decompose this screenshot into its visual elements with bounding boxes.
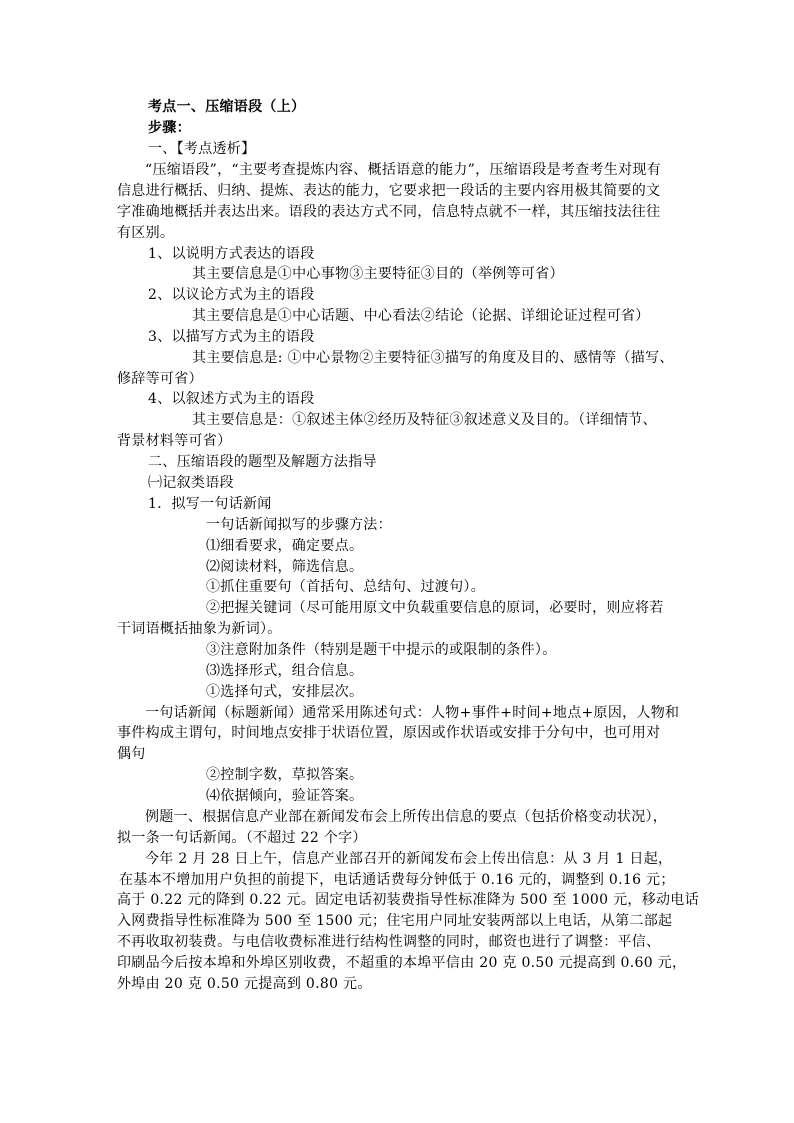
method-line: ②控制字数，草拟答案。 (206, 767, 364, 783)
list-item: 1、以说明方式表达的语段 (148, 246, 315, 262)
paragraph-line: 有区别。 (117, 225, 175, 241)
list-item: 4、以叙述方式为主的语段 (148, 391, 315, 407)
example-line: 在基本不增加用户负担的前提下，电话通话费每分钟低于 0.16 元的，调整到 0.16 元； (119, 872, 675, 888)
section-heading-1: 一、【考点透析】 (148, 141, 256, 157)
method-line: ①抓住重要句（首括句、总结句、过渡句）。 (206, 579, 485, 595)
paragraph-line: 一句话新闻（标题新闻）通常采用陈述句式：人物+事件+时间+地点+原因，人物和 (145, 705, 680, 721)
paragraph-line: 信息进行概括、归纳、提炼、表达的能力，它要求把一段话的主要内容用极其简要的文 (117, 183, 661, 199)
subsection-heading: 1．拟写一句话新闻 (148, 496, 272, 512)
method-line: 一句话新闻拟写的步骤方法： (206, 517, 392, 533)
page-title: 考点一、压缩语段（上） (148, 99, 306, 115)
example-line: 拟一条一句话新闻。（不超过 22 个字） (117, 830, 367, 846)
method-line: ⑴细看要求，确定要点。 (206, 538, 364, 554)
subsection-heading: ㈠记叙类语段 (148, 475, 234, 491)
list-item-detail: 其主要信息是: ①中心景物②主要特征③描写的角度及目的、感情等（描写、 (192, 350, 674, 366)
section-heading-2: 二、压缩语段的题型及解题方法指导 (148, 454, 377, 470)
example-line: 例题一、根据信息产业部在新闻发布会上所传出信息的要点（包括价格变动状况）， (145, 809, 668, 825)
method-line: ①选择句式，安排层次。 (206, 684, 364, 700)
list-item: 2、以议论方式为主的语段 (148, 287, 315, 303)
paragraph-line: 事件构成主谓句，时间地点安排于状语位置，原因或作状语或安排于分句中，也可用对 (117, 725, 661, 741)
method-line: ③注意附加条件（特别是题干中提示的或限制的条件）。 (206, 642, 557, 658)
example-line: 印刷品今后按本埠和外埠区别收费，不超重的本埠平信由 20 克 0.50 元提高到 0.60 元， (117, 955, 687, 971)
method-line: ⑷依据倾向，验证答案。 (206, 788, 364, 804)
paragraph-line: “压缩语段”，“主要考查提炼内容、概括语意的能力”，压缩语段是考查考生对现有 (145, 162, 662, 178)
example-line: 外埠由 20 克 0.50 元提高到 0.80 元。 (117, 976, 372, 992)
paragraph-line: 字准确地概括并表达出来。语段的表达方式不同，信息特点就不一样，其压缩技法往往 (117, 204, 661, 220)
example-line: 入网费指导性标准降为 500 至 1500 元；住宅用户同址安装两部以上电话，从第二部起 (117, 913, 673, 929)
list-item-detail: 修辞等可省） (117, 371, 203, 387)
list-item-detail: 其主要信息是①中心事物③主要特征③目的（举例等可省） (192, 266, 564, 282)
list-item-detail: 其主要信息是①中心话题、中心看法②结论（论据、详细论证过程可省） (192, 308, 650, 324)
example-line: 不再收取初装费。与电信收费标准进行结构性调整的同时，邮资也进行了调整：平信、 (117, 934, 661, 950)
example-line: 今年 2 月 28 日上午，信息产业部召开的新闻发布会上传出信息：从 3 月 1 日起， (145, 851, 673, 867)
method-line: ②把握关键词（尽可能用原文中负载重要信息的原词，必要时，则应将若 (206, 600, 664, 616)
method-line: ⑶选择形式，组合信息。 (206, 663, 364, 679)
steps-heading: 步骤： (148, 120, 191, 136)
list-item: 3、以描写方式为主的语段 (148, 329, 315, 345)
list-item-detail: 其主要信息是：①叙述主体②经历及特征③叙述意义及目的。（详细情节、 (192, 412, 657, 428)
method-line: ⑵阅读材料，筛选信息。 (206, 559, 364, 575)
paragraph-line: 偶句 (117, 746, 146, 762)
list-item-detail: 背景材料等可省） (117, 433, 232, 449)
method-line: 干词语概括抽象为新词）。 (117, 621, 282, 637)
example-line: 高于 0.22 元的降到 0.22 元。固定电话初装费指导性标准降为 500 至 1000 元，移动电话 (117, 892, 699, 908)
